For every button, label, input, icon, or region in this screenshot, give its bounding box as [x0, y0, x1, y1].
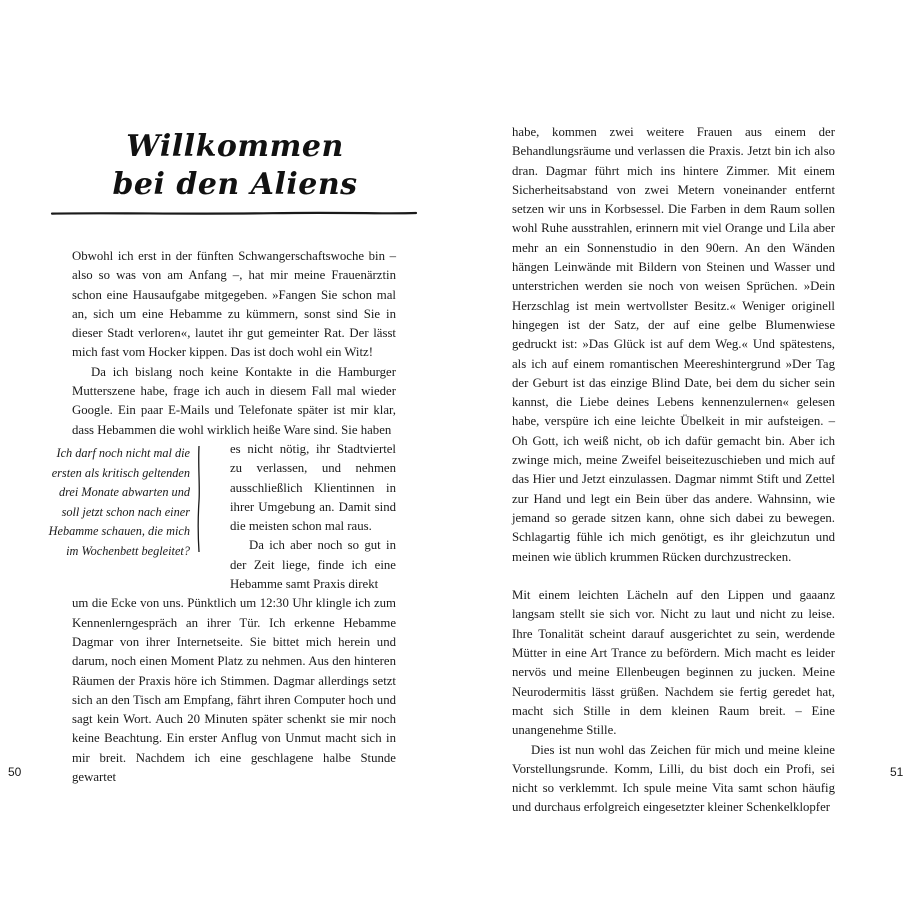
title-brush-underline [52, 212, 416, 215]
paragraph-beside-quote: Da ich aber noch so gut in der Zeit liege, finde ich eine Hebamme samt Praxis direkt [230, 538, 396, 592]
paragraph: Mit einem leichten Lächeln auf den Lippen und gaaanz langsam stellt sie sich vor. Nicht zu laut und nicht zu leise. Ihre Tonalität scheint darauf ausgerichtet zu sein, werdende Mütter in eine Art Trance zu befördern. Mich macht es leider nervös und meine Ellenbeugen beginnen zu jucken. Meine Neurodermitis lässt grüßen. Nachdem sie fertig geredet hat, macht sich Stille in dem kleinen Raum breit. – Eine unangenehme Stille. [512, 588, 835, 738]
right-page-body [512, 123, 835, 818]
paragraph: Dies ist nun wohl das Zeichen für mich und meine kleine Vorstellungsrunde. Komm, Lilli, du bist doch ein Profi, sei nicht so verklemmt. Ich spule meine Vita samt schon häufig und durchaus erfolgreich eingesetzter kleiner Schenkelklopfer [512, 742, 835, 815]
paragraph: um die Ecke von uns. Pünktlich um 12:30 Uhr klingle ich zum Kennenlerngespräch an ihrer Tür. Ich erkenne Hebamme Dagmar von ihrer Internetseite. Sie bittet mich herein und darum, noch einen Moment Platz zu nehmen. Aus den hinteren Räumen der Praxis höre ich Stimmen. Dagmar allerdings setzt sich an den Tisch am Empfang, fährt ihren Computer hoch und sagt kein Wort. Auch 20 Minuten später schenkt sie mir noch keine Beachtung. Ein erster Anflug von Unmut macht sich in mir breit. Nachdem ich eine geschlagene halbe Stunde gewartet [72, 596, 396, 785]
page-number-left: 50 [8, 765, 22, 779]
chapter-title-line-2: bei den Aliens [112, 167, 358, 202]
left-page-body [72, 247, 396, 787]
chapter-title [50, 128, 420, 204]
pull-quote: Ich darf noch nicht mal die ersten als kritisch geltenden drei Monate abwarten und soll jetzt schon nach einer Hebamme schauen, die mich im Wochenbett begleitet? [48, 446, 190, 558]
left-page [0, 0, 450, 900]
chapter-title-line-1: Willkommen [126, 129, 344, 164]
paragraph: habe, kommen zwei weitere Frauen aus einem der Behandlungsräume und verlassen die Praxis. Jetzt bin ich also dran. Dagmar führt mich ins hintere Zimmer. Mit einem Sicherheitsabstand von zwei Metern voneinander entfernt setzen wir uns in Korbsessel. Die Farben in dem Raum sollen wohl Ruhe ausstrahlen, erinnern mit viel Orange und Lila aber mehr an ein Sonnenstudio in den 90ern. An den Wänden hängen Leinwände mit Bildern von Steinen und Wasser und unterstrichen werden sie noch von weisen Sprüchen. »Dein Herzschlag ist mein wertvollster Besitz.« Weniger originell hingegen ist der Satz, der auf eine gelbe Blumenwiese gedruckt ist: »Das Glück ist auf dem Weg.« Und spätestens, als ich auf einem romantischen Meereshintergrund »Der Tag der Geburt ist das einzige Blind Date, bei dem du sicher sein kannst, die Liebe deines Lebens kennenzulernen« gelesen habe, verspüre ich eine leichte Übelkeit in mir aufsteigen. – Oh Gott, ich weiß nicht, ob ich dafür gemacht bin. Aber ich zwinge mich, meine Zweifel beiseitezuschieben und mich auf das Hier und Jetzt einzulassen. Dagmar nimmt Stift und Zettel zur Hand und legt ein Bein über das andere. Wahnsinn, wie jemand so gerade sitzen kann, ohne sich dabei zu bewegen. Schlagartig fühle ich mich genötigt, es ihr gleichzutun und meinen wie üblich krummen Rücken durchzustrecken. [512, 125, 835, 564]
page-number-right: 51 [890, 765, 903, 779]
paragraph: Da ich bislang noch keine Kontakte in die Hamburger Mutterszene habe, frage ich auch in diesem Fall mal wieder Google. Ein paar E-Mails und Telefonate später ist mir klar, dass Hebammen die wohl wirklich heiße Ware sind. Sie haben [72, 364, 396, 437]
right-page [450, 0, 903, 900]
paragraph-beside-quote: es nicht nötig, ihr Stadtviertel zu verlassen, und nehmen ausschließlich Klientinnen in ihrer Umgebung an. Damit sind die meisten schon mal raus. [230, 441, 396, 534]
paragraph: Obwohl ich erst in der fünften Schwangerschaftswoche bin – also so was von am Anfang –, hat mir meine Frauenärztin schon eine Hausaufgabe mitgegeben. »Fangen Sie schon mal an, sich um eine Hebamme zu kümmern, sonst sind Sie in dieser Stadt verloren«, lautet ihr gut gemeinter Rat. Der lässt mich fast vom Hocker kippen. Das ist doch wohl ein Witz! [72, 249, 396, 360]
